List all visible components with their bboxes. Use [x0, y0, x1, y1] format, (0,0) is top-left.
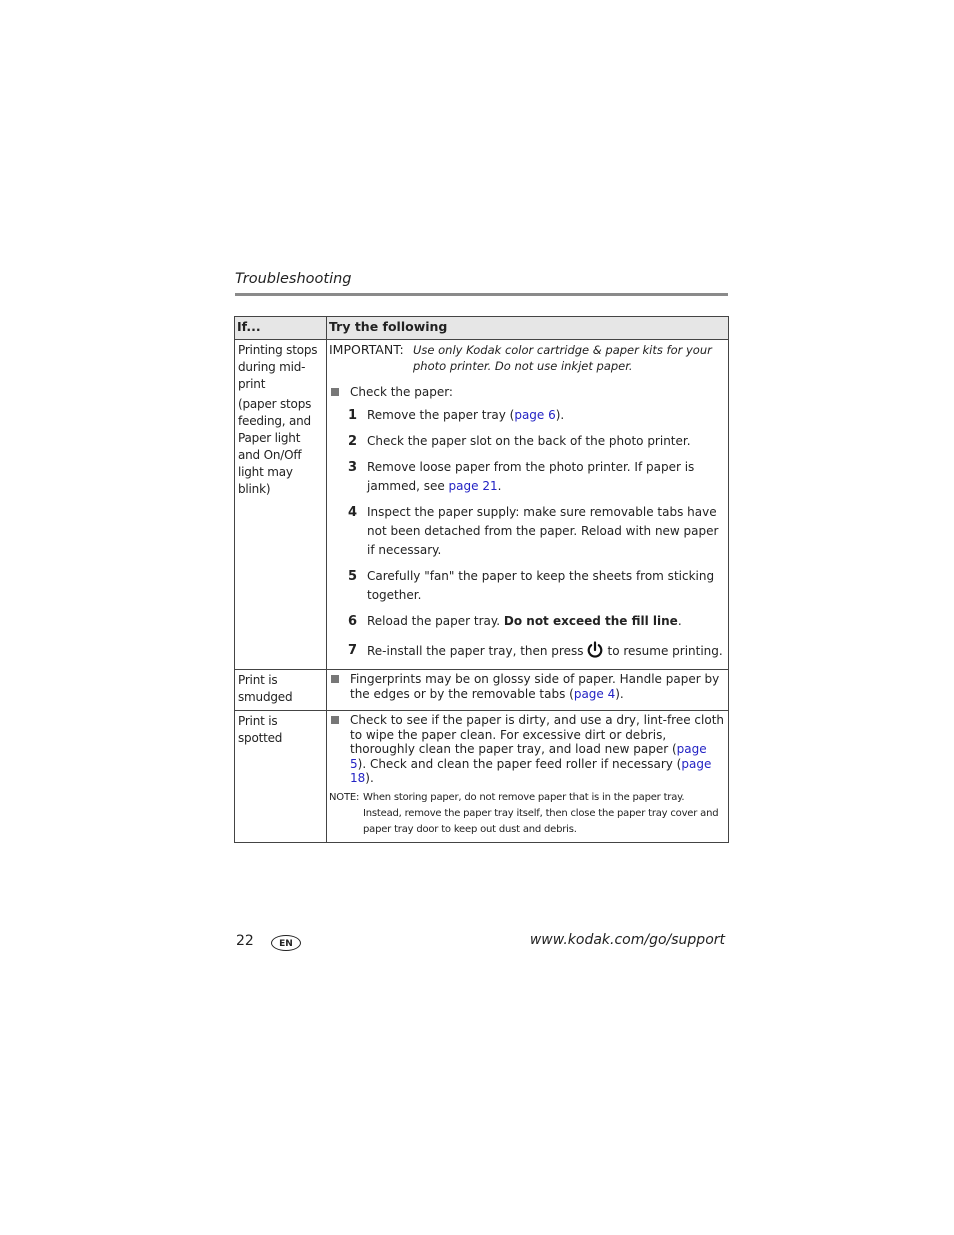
page-link[interactable]: page 21 [448, 479, 498, 493]
step-item [348, 503, 725, 560]
problem-cell: Print is smudged [235, 670, 327, 711]
step-text-end: . [677, 614, 682, 628]
step-number: 3 [348, 460, 358, 475]
page-link[interactable]: page 5 [350, 742, 707, 771]
step-list [329, 406, 725, 665]
bullet-square-icon [331, 716, 339, 724]
bullet-square-icon [331, 388, 339, 396]
note-label: NOTE: [329, 791, 360, 803]
column-header-try: Try the following [327, 317, 729, 340]
table-row [235, 340, 729, 670]
step-text: Inspect the paper supply: make sure removable tabs have not been detached from the paper. Reload with new paper if necessary. [367, 505, 719, 557]
important-text: Use only Kodak color cartridge & paper kits for your photo printer. Do not use inkjet paper. [413, 343, 712, 373]
bullet-square-icon [331, 675, 339, 683]
step-text: Reload the paper tray. [367, 614, 504, 628]
step-text-end: to resume printing. [607, 644, 723, 658]
problem-cell [235, 340, 327, 670]
fill-line-warning: Do not exceed the fill line [503, 614, 678, 628]
step-item [348, 567, 725, 605]
section-title: Troubleshooting [235, 271, 352, 287]
note-block [329, 790, 725, 838]
solution-cell [327, 670, 729, 711]
support-url[interactable]: www.kodak.com/go/support [529, 932, 725, 948]
check-paper-text: Check the paper: [350, 385, 453, 399]
step-item [348, 458, 725, 496]
step-number: 2 [348, 434, 358, 449]
bullet-item [329, 384, 725, 400]
step-text: Remove the paper tray ( [367, 408, 515, 422]
page-link[interactable]: page 4 [573, 686, 616, 701]
language-badge: EN [271, 935, 301, 951]
header-rule [235, 293, 728, 296]
step-number: 7 [348, 643, 358, 658]
step-item [348, 406, 725, 425]
solution-text: ). Check and clean the paper feed roller if necessary ( [357, 756, 682, 771]
note-text: When storing paper, do not remove paper that is in the paper tray. Instead, remove the paper tray itself, then close the paper tray cover and paper tray door to keep out dust and debris. [363, 791, 719, 835]
step-item [348, 612, 725, 631]
step-item [348, 432, 725, 451]
step-text: Remove loose paper from the photo printer. If paper is jammed, see [367, 460, 695, 493]
step-number: 4 [348, 505, 358, 520]
column-header-if: If... [235, 317, 327, 340]
solution-cell [327, 711, 729, 843]
step-text-end: . [497, 479, 502, 493]
step-item [348, 641, 725, 665]
important-notice [329, 342, 725, 374]
problem-cell: Print is spotted [235, 711, 327, 843]
step-text: Re-install the paper tray, then press [367, 644, 584, 658]
table-row [235, 670, 729, 711]
solution-text-end: ). [365, 771, 374, 785]
solution-text: Check to see if the paper is dirty, and use a dry, lint-free cloth to wipe the paper clean. For excessive dirt or debris, thoroughly clean the paper tray, and load new paper ( [350, 713, 725, 756]
solution-text: Fingerprints may be on glossy side of paper. Handle paper by the edges or by the removable tabs ( [350, 672, 720, 701]
table-header-row [235, 317, 729, 340]
important-label: IMPORTANT: [329, 342, 404, 357]
problem-title: Printing stops during mid-print [238, 343, 318, 391]
step-text: Check the paper slot on the back of the photo printer. [367, 434, 691, 448]
table-row [235, 711, 729, 843]
bullet-item [329, 713, 725, 786]
problem-detail: (paper stops feeding, and Paper light and On/Off light may blink) [238, 397, 312, 496]
bullet-item [329, 672, 725, 701]
troubleshooting-table [234, 316, 729, 843]
step-text-end: ). [555, 408, 565, 422]
step-text: Carefully "fan" the paper to keep the sheets from sticking together. [367, 569, 715, 602]
solution-text-end: ). [615, 686, 624, 701]
page-link[interactable]: page 18 [350, 756, 712, 785]
page-number: 22 [236, 933, 254, 949]
step-number: 6 [348, 614, 358, 629]
power-button-icon [586, 641, 604, 665]
step-number: 1 [348, 408, 358, 423]
page-link[interactable]: page 6 [514, 408, 556, 422]
solution-cell [327, 340, 729, 670]
step-number: 5 [348, 569, 358, 584]
